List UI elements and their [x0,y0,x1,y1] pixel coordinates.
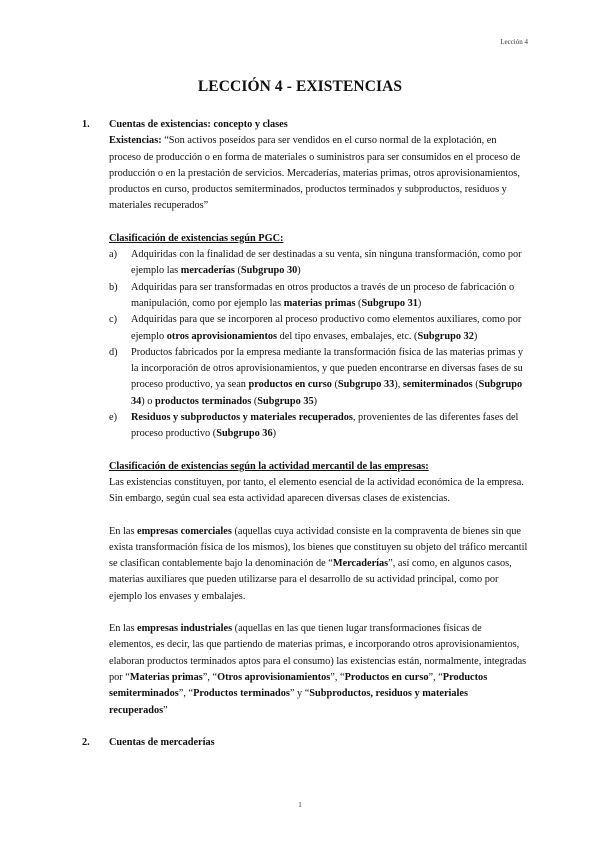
activity-classification [82,459,528,719]
list-item-label: e) [109,412,117,424]
page-title: LECCIÓN 4 - EXISTENCIAS [197,78,403,95]
list-item [109,312,528,345]
pgc-classification-title: Clasificación de existencias según PGC: [109,232,284,244]
list-item-label: b) [109,281,118,293]
list-item-text: Adquiridas para ser transformadas en otros productos a través de un proceso de fabricación o manipulación, como por ejemplo las materias primas (Subgrupo 31) [131,281,515,309]
list-item-text: Adquiridas para que se incorporen al proceso productivo como elementos auxiliares, como por ejemplo otros aprovisionamientos del tipo envases, embalajes, etc. (Subgrupo 32) [131,314,522,342]
industrial-companies-paragraph: En las empresas industriales (aquellas en las que tienen lugar transformaciones físicas de elementos, es decir, las que partiendo de materias primas, e incorporando otros aprovisionamientos, elaboran productos terminados aptos para el consumo) las existencias están, normalmente, integradas por “Materias primas”, “Otros aprovisionamientos”, “Productos en curso”, “Productos semiterminados”, “Productos terminados” y “Subproductos, residuos y materiales recuperados” [109,623,527,716]
list-item [109,345,528,410]
section-2-heading [82,735,528,751]
definition-text: “Son activos poseídos para ser vendidos en el curso normal de la explotación, en proceso de producción o en forma de materiales o suministros para ser consumidos en el proceso de producción o en la prestación de servicios. Mercaderías, materias primas, otros aprovisionamientos, productos en curso, productos semiterminados, productos terminados y subproductos, residuos y materiales recuperados” [109,135,521,212]
activity-intro-paragraph: Las existencias constituyen, por tanto, el elemento esencial de la actividad económica de la empresa. Sin embargo, según cual sea esta actividad aparecen diversas clases de existencias. [109,476,524,505]
list-item-text: Adquiridas con la finalidad de ser destinadas a su venta, sin ninguna transformación, como por ejemplo las mercaderías (Subgrupo 30) [131,249,522,277]
commercial-companies-paragraph: En las empresas comerciales (aquellas cuya actividad consiste en la compraventa de bienes sin que exista transformación física de los mismos), los bienes que constituyen su objeto del tráfico mercantil se clasifican contablemente bajo la denominación de “Mercaderías”, así como, en algunos casos, materias auxiliares que pueden utilizarse para el desarrollo de su actividad principal, como por ejemplo los envases y embalajes. [109,525,528,602]
section-number: 1. [82,119,90,130]
activity-classification-title: Clasificación de existencias según la actividad mercantil de las empresas: [109,460,429,472]
list-item-label: c) [109,314,117,326]
definition-term: Existencias: [109,135,162,147]
list-item [109,410,528,443]
list-item-text: Residuos y subproductos y materiales recuperados, provenientes de las diferentes fases del proceso productivo (Subgrupo 36) [131,412,519,440]
list-item-text: Productos fabricados por la empresa mediante la transformación física de las materias primas y la incorporación de otros aprovisionamientos, y que pueden encontrarse en diversas fases de su proceso productivo, ya sean productos en curso (Subgrupo 33), semiterminados (Subgrupo 34) o productos terminados (Subgrupo 35) [131,346,524,407]
section-title: Cuentas de mercaderías [109,736,215,748]
section-1-body [82,133,528,442]
definition-paragraph [109,133,528,214]
page-number: 1 [298,801,302,809]
section-1-heading [82,117,528,133]
section-title: Cuentas de existencias: concepto y clases [109,119,288,130]
content [82,117,528,751]
list-item [109,247,528,280]
list-item-label: d) [109,346,118,358]
pgc-classification-list [109,247,528,443]
list-item-label: a) [109,249,117,261]
running-header: Lección 4 [500,38,528,46]
section-number: 2. [82,736,90,748]
list-item [109,280,528,313]
